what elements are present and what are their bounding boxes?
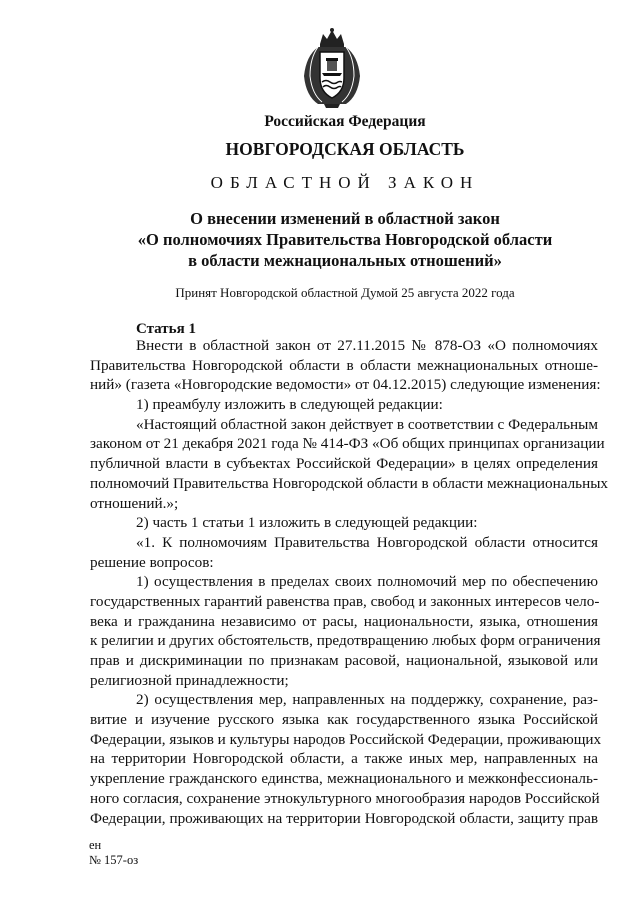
article-heading: Статья 1 — [136, 321, 196, 337]
law-title — [60, 208, 630, 271]
body-line: Федерации, проживающих на территории Новгородской области, защиту прав — [90, 809, 598, 827]
law-title-line: «О полномочиях Правительства Новгородской области — [137, 230, 553, 249]
article-body — [90, 336, 609, 828]
body-line: полномочий Правительства Новгородской области в области межнациональных — [90, 474, 609, 492]
body-line: Правительства Новгородской области в области межнациональных отноше- — [90, 356, 598, 374]
body-line: 2) часть 1 статьи 1 изложить в следующей редакции: — [136, 514, 478, 532]
body-line: на территории Новгородской области, а также иных мер, направленных на — [90, 750, 598, 768]
body-line: решение вопросов: — [90, 553, 214, 571]
document-footer — [89, 838, 138, 868]
footer-initials: ен — [89, 838, 102, 852]
body-line: прав и дискриминации по признакам расовой, национальной, языковой или — [90, 652, 598, 669]
body-line: века и гражданина независимо от расы, национальности, языка, отношения — [90, 612, 598, 630]
body-line: «Настоящий областной закон действует в соответствии с Федеральным — [136, 415, 598, 433]
body-line: религиозной принадлежности; — [90, 671, 289, 689]
adoption-note: Принят Новгородской областной Думой 25 августа 2022 года — [175, 285, 515, 300]
body-line: государственных гарантий равенства прав, свобод и законных интересов чело- — [90, 592, 600, 610]
body-line: Федерации, языков и культуры народов Российской Федерации, проживающих — [90, 730, 602, 748]
footer-number: № 157-оз — [89, 853, 139, 867]
body-line: 2) осуществления мер, направленных на поддержку, сохранение, раз- — [136, 691, 598, 709]
body-line: 1) осуществления в пределах своих полномочий мер по обеспечению — [136, 573, 598, 591]
federation-heading: Российская Федерация — [264, 113, 426, 130]
body-line: отношений.»; — [90, 494, 179, 512]
body-line: ний» (газета «Новгородские ведомости» от 04.12.2015) следующие изменения: — [90, 376, 601, 394]
law-title-line: О внесении изменений в областной закон — [190, 209, 500, 228]
coat-of-arms-icon — [296, 26, 368, 110]
body-line: законом от 21 декабря 2021 года № 414-ФЗ «Об общих принципах организации — [90, 435, 605, 453]
law-title-line: в области межнациональных отношений» — [188, 251, 502, 270]
body-line: «1. К полномочиям Правительства Новгородской области относится — [136, 533, 598, 551]
body-line: к религии и других обстоятельств, предотвращению любых форм ограничения — [90, 632, 601, 650]
body-line: Внести в областной закон от 27.11.2015 № 878-ОЗ «О полномочиях — [136, 337, 598, 354]
body-line: витие и изучение русского языка как государственного языка Российской — [90, 711, 598, 729]
region-heading: НОВГОРОДСКАЯ ОБЛАСТЬ — [225, 139, 465, 159]
body-line: публичной власти в субъектах Российской Федерации» в целях определения — [90, 455, 598, 473]
body-line: ного согласия, сохранение этнокультурного многообразия народов Российской — [90, 789, 600, 807]
body-line: укрепление гражданского единства, межнационального и межконфессиональ- — [90, 770, 598, 788]
law-type-heading: ОБЛАСТНОЙ ЗАКОН — [210, 173, 480, 192]
body-line: 1) преамбулу изложить в следующей редакции: — [136, 396, 443, 414]
